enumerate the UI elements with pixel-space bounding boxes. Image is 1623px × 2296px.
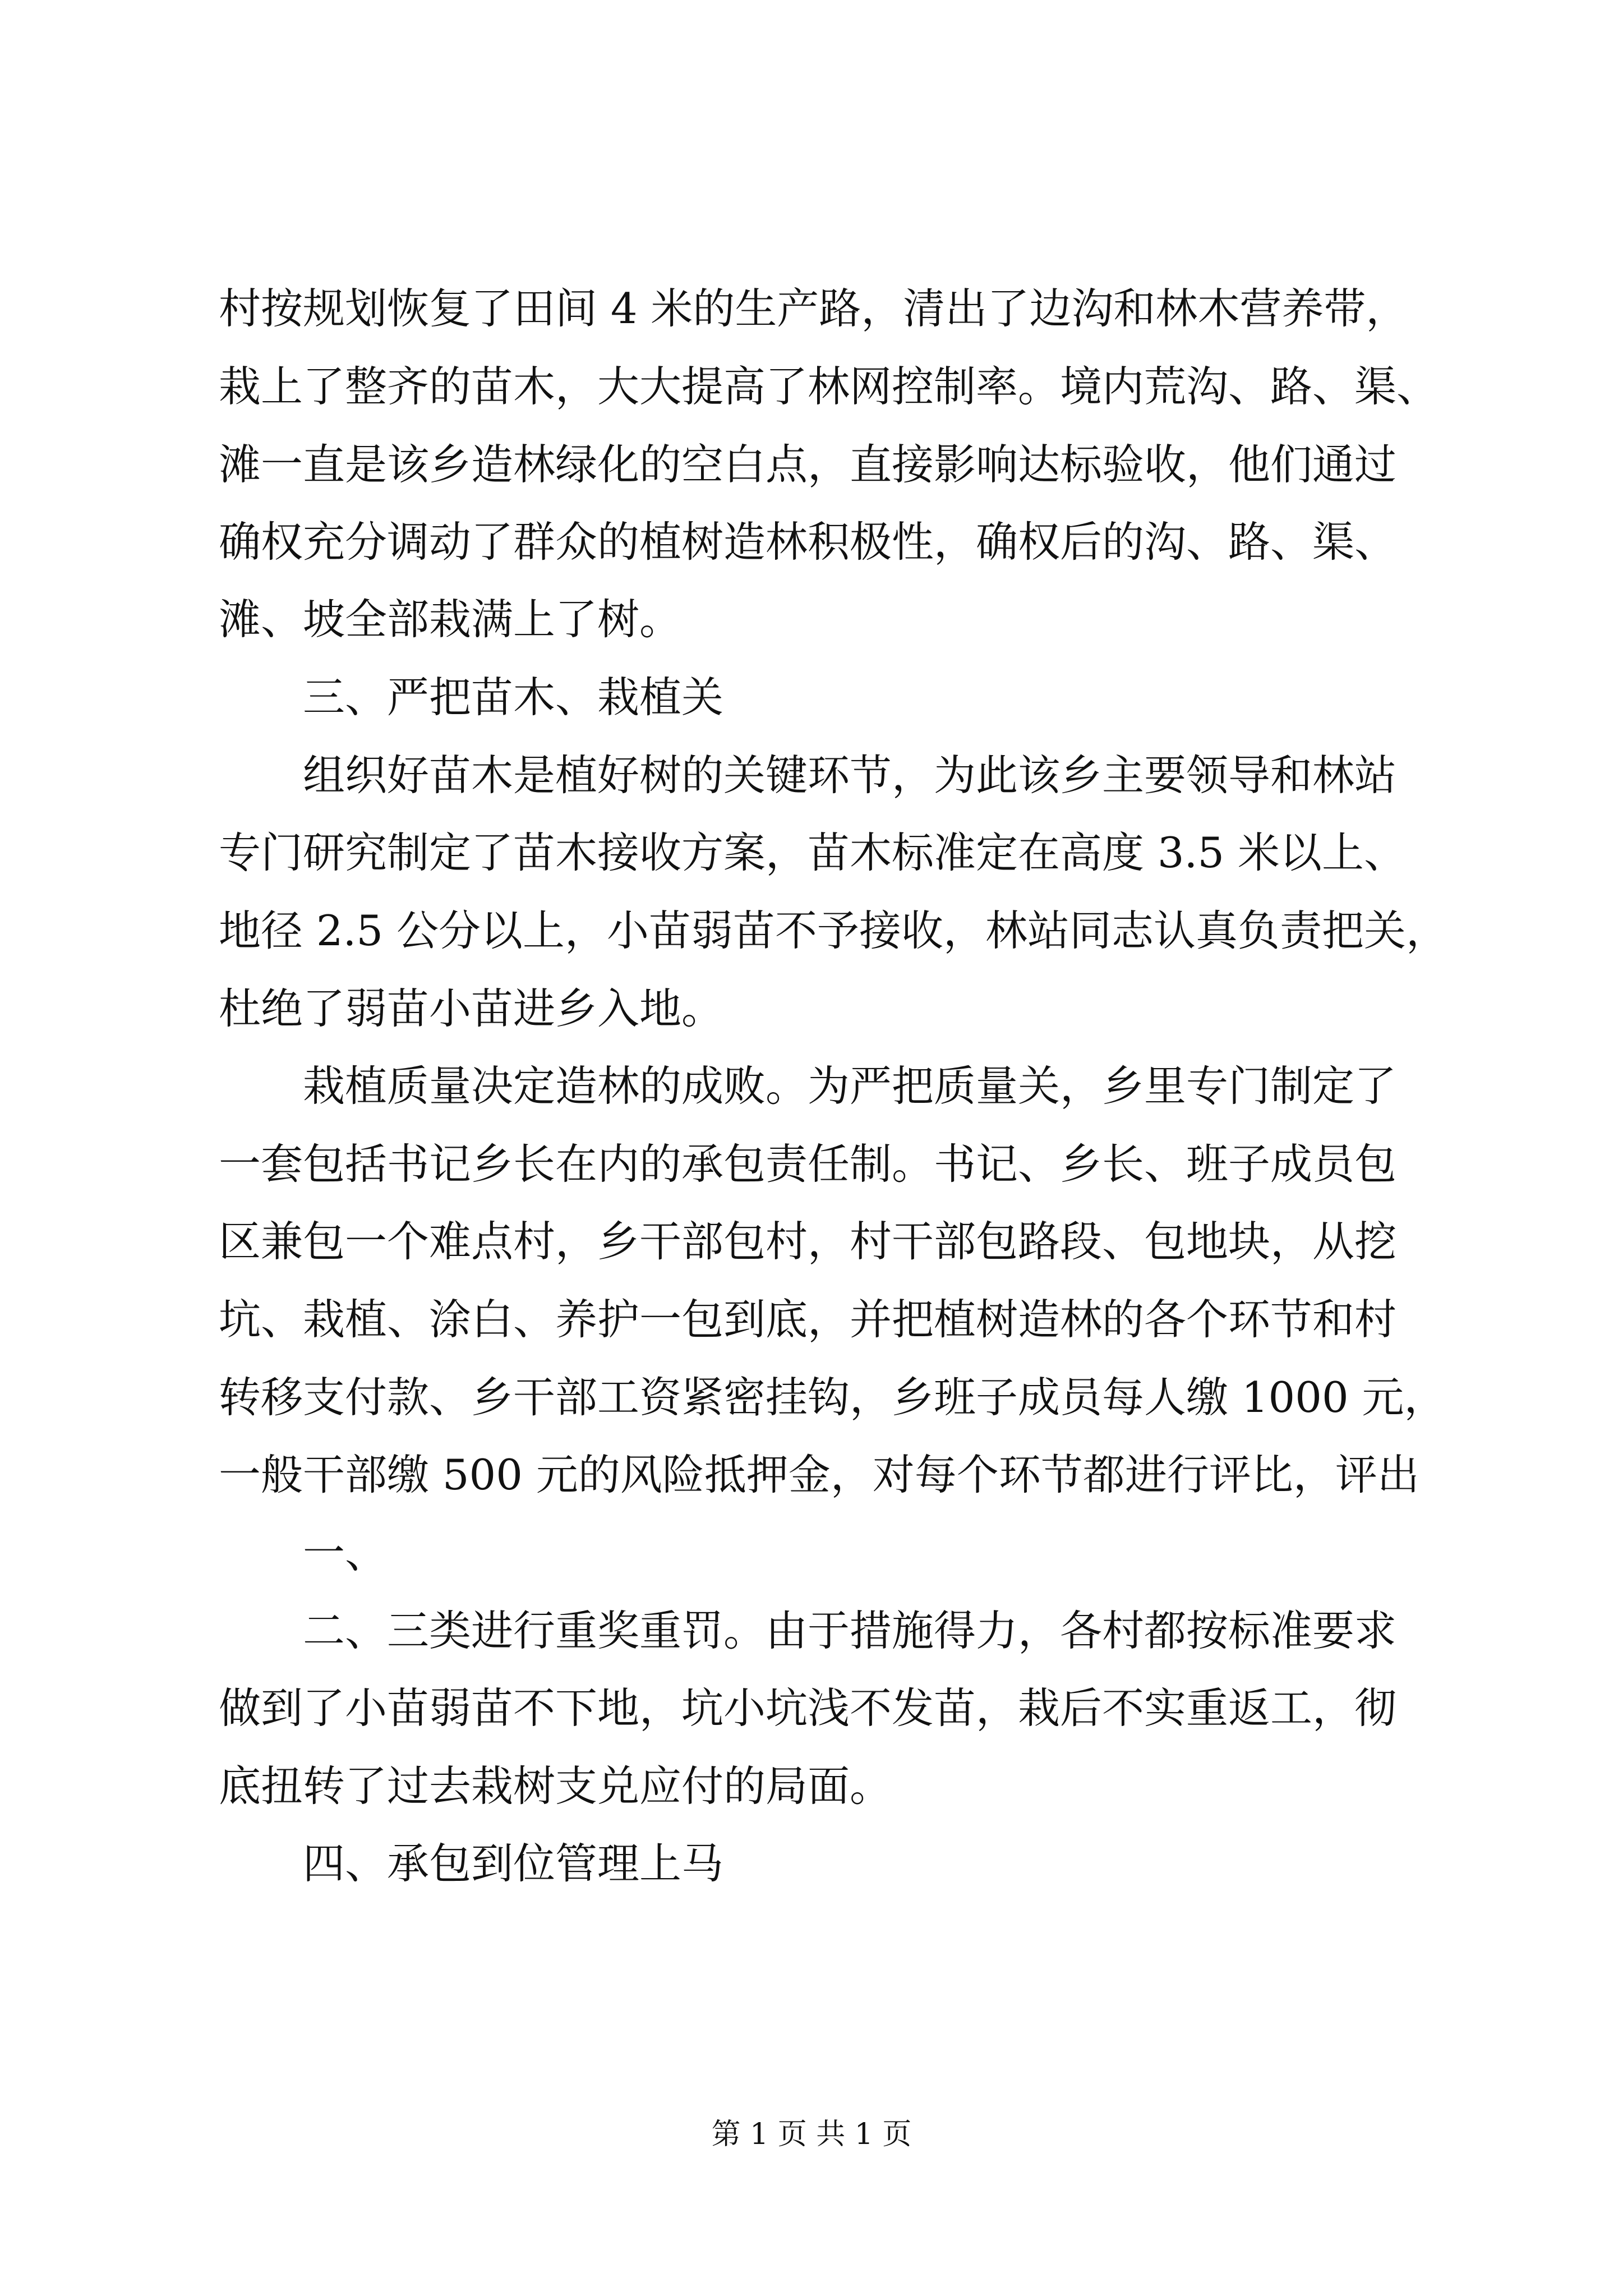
text-line: 滩一直是该乡造林绿化的空白点，直接影响达标验收，他们通过 (219, 440, 1397, 489)
text-line: 村按规划恢复了田间 4 米的生产路，清出了边沟和林木营养带， (219, 284, 1408, 333)
text-line: 一套包括书记乡长在内的承包责任制。书记、乡长、班子成员包 (219, 1139, 1397, 1189)
text-line: 地径 2.5 公分以上，小苗弱苗不予接收，林站同志认真负责把关， (219, 906, 1448, 955)
text-line: 区兼包一个难点村，乡干部包村，村干部包路段、包地块，从挖 (219, 1217, 1397, 1266)
text-line: 转移支付款、乡干部工资紧密挂钩，乡班子成员每人缴 1000 元， (219, 1373, 1446, 1422)
text-line: 确权充分调动了群众的植树造林积极性，确权后的沟、路、渠、 (219, 517, 1397, 567)
text-line: 二、三类进行重奖重罚。由于措施得力，各村都按标准要求 (303, 1606, 1397, 1655)
text-line: 专门研究制定了苗木接收方案，苗木标准定在高度 3.5 米以上、 (219, 828, 1406, 877)
text-line: 做到了小苗弱苗不下地，坑小坑浅不发苗，栽后不实重返工，彻 (219, 1683, 1397, 1733)
section-heading: 三、严把苗木、栽植关 (303, 673, 724, 722)
text-line: 栽上了整齐的苗木，大大提高了林网控制率。境内荒沟、路、渠、 (219, 362, 1439, 411)
text-line: 一、 (303, 1528, 388, 1577)
text-line: 栽植质量决定造林的成败。为严把质量关，乡里专门制定了 (303, 1061, 1397, 1111)
text-line: 杜绝了弱苗小苗进乡入地。 (219, 984, 724, 1033)
text-line: 一般干部缴 500 元的风险抵押金，对每个环节都进行评比，评出 (219, 1450, 1419, 1499)
page-number-footer: 第 1 页 共 1 页 (711, 2118, 912, 2151)
text-line: 滩、坡全部栽满上了树。 (219, 595, 682, 644)
text-line: 组织好苗木是植好树的关键环节，为此该乡主要领导和林站 (303, 751, 1397, 800)
section-heading: 四、承包到位管理上马 (303, 1839, 724, 1888)
text-line: 底扭转了过去栽树支兑应付的局面。 (219, 1761, 892, 1811)
text-line: 坑、栽植、涂白、养护一包到底，并把植树造林的各个环节和村 (219, 1295, 1397, 1344)
